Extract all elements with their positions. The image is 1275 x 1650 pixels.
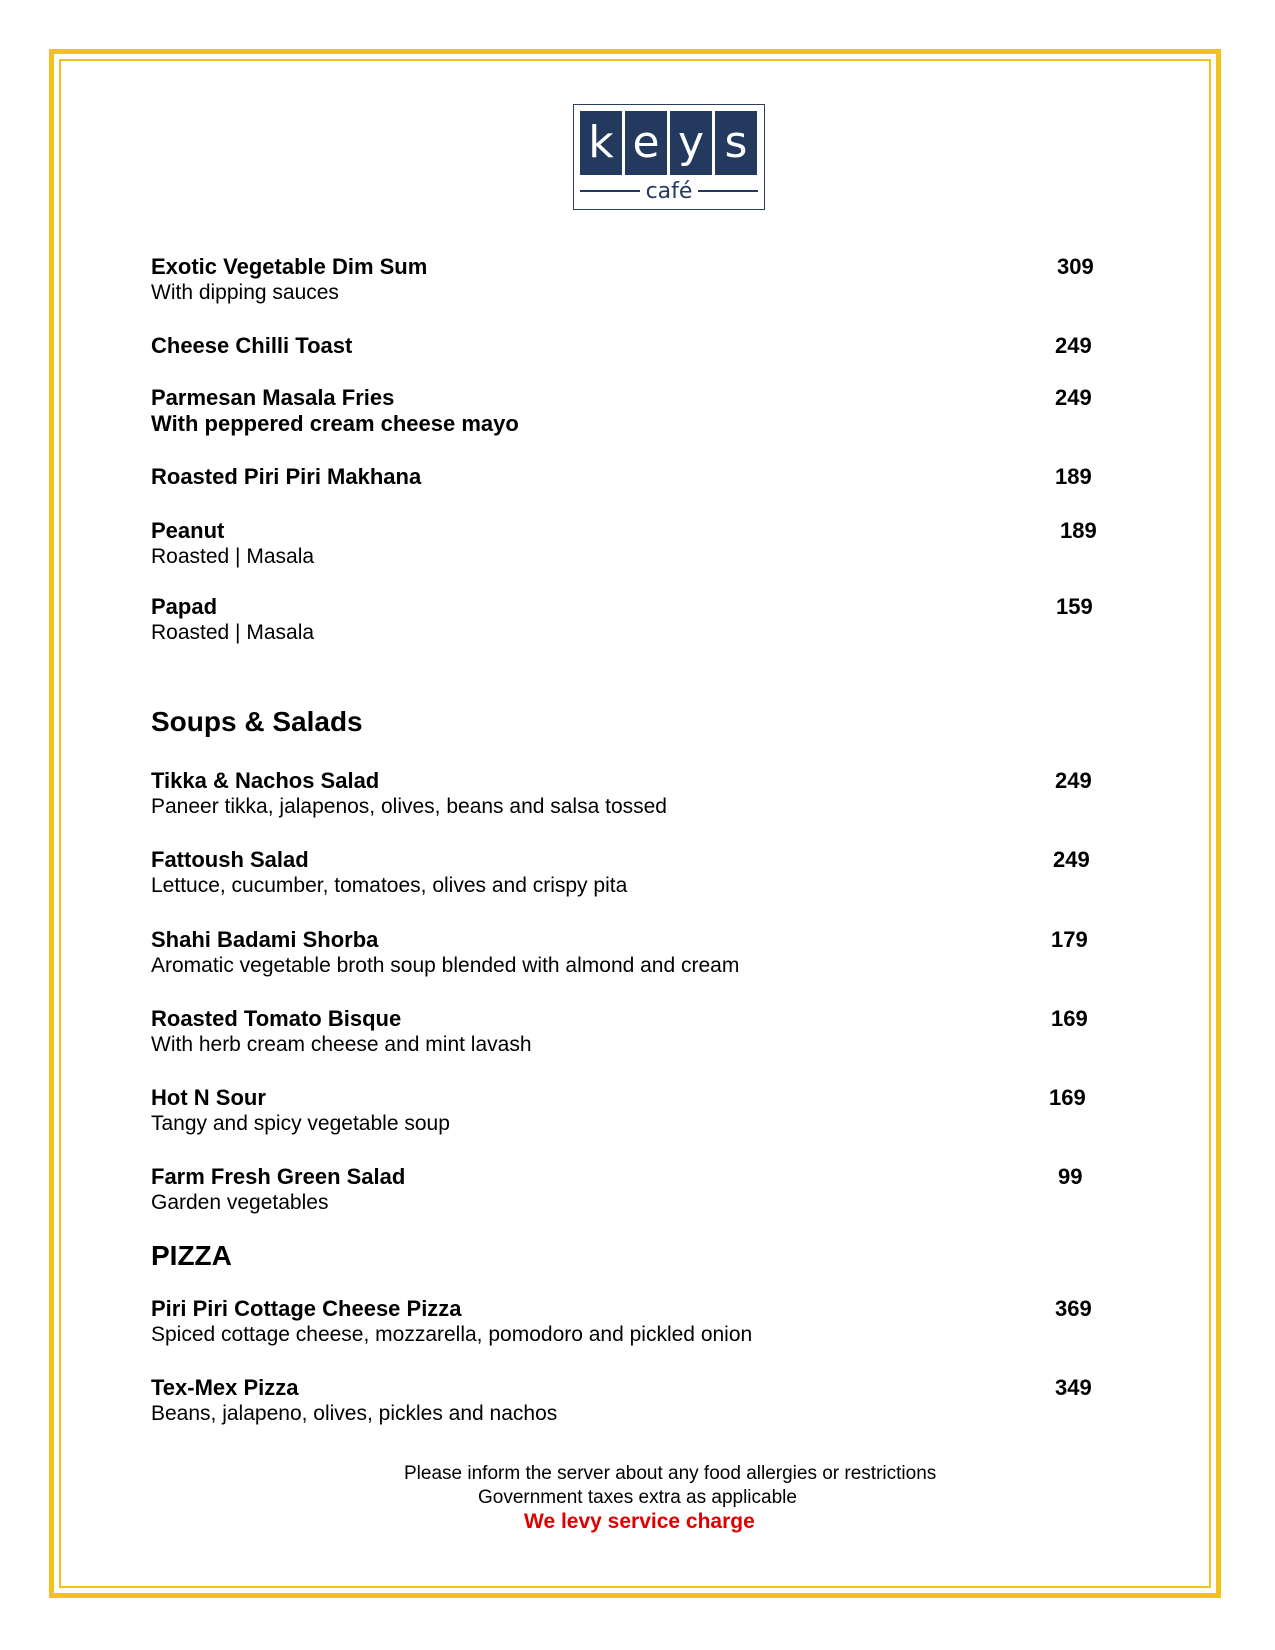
keys-cafe-logo — [573, 104, 765, 210]
logo-letter-s: s — [715, 111, 757, 175]
item-name: Peanut — [151, 518, 225, 543]
item-description: Beans, jalapeno, olives, pickles and nachos — [151, 1402, 558, 1425]
item-price: 369 — [1055, 1296, 1092, 1321]
menu-item-hot-n-sour — [151, 1085, 1091, 1137]
footer-allergy-note: Please inform the server about any food allergies or restrictions — [404, 1463, 937, 1484]
logo-rule-right — [698, 190, 758, 192]
item-description: Spiced cottage cheese, mozzarella, pomodoro and pickled onion — [151, 1323, 753, 1346]
menu-item-green-salad — [151, 1164, 1091, 1216]
item-name: Cheese Chilli Toast — [151, 333, 353, 358]
item-description: Roasted | Masala — [151, 545, 315, 568]
footer-service-charge-note: We levy service charge — [524, 1510, 755, 1533]
item-name: Exotic Vegetable Dim Sum — [151, 254, 428, 279]
logo-letter-e: e — [625, 111, 667, 175]
logo-letter-k: k — [580, 111, 622, 175]
item-name: Hot N Sour — [151, 1085, 266, 1110]
item-description: With dipping sauces — [151, 281, 339, 304]
menu-item-fattoush-salad — [151, 847, 1091, 899]
item-price: 99 — [1058, 1164, 1083, 1189]
menu-item-makhana — [151, 464, 1091, 490]
item-price: 349 — [1055, 1375, 1092, 1400]
item-price: 169 — [1049, 1085, 1086, 1110]
footer-taxes-note: Government taxes extra as applicable — [478, 1487, 797, 1508]
item-name: Parmesan Masala Fries — [151, 385, 395, 410]
logo-subtitle-row — [580, 179, 758, 203]
menu-item-shahi-badami-shorba — [151, 927, 1091, 979]
item-name: Piri Piri Cottage Cheese Pizza — [151, 1296, 462, 1321]
item-description: Aromatic vegetable broth soup blended with almond and cream — [151, 954, 740, 977]
item-price: 189 — [1060, 518, 1097, 543]
section-title-soups-salads: Soups & Salads — [151, 706, 363, 737]
menu-item-tex-mex-pizza — [151, 1375, 1091, 1427]
item-name: Roasted Piri Piri Makhana — [151, 464, 422, 489]
item-description: With peppered cream cheese mayo — [151, 411, 519, 436]
item-price: 249 — [1055, 333, 1092, 358]
menu-item-cheese-chilli-toast — [151, 333, 1091, 359]
menu-item-masala-fries — [151, 385, 1091, 437]
logo-rule-left — [580, 190, 640, 192]
menu-item-tikka-nachos-salad — [151, 768, 1091, 820]
item-description: Roasted | Masala — [151, 621, 315, 644]
logo-letter-y: y — [670, 111, 712, 175]
item-description: Paneer tikka, jalapenos, olives, beans and salsa tossed — [151, 795, 667, 818]
item-name: Fattoush Salad — [151, 847, 309, 872]
item-description: Tangy and spicy vegetable soup — [151, 1112, 450, 1135]
menu-item-dim-sum — [151, 254, 1094, 306]
menu-item-tomato-bisque — [151, 1006, 1091, 1058]
item-description: Lettuce, cucumber, tomatoes, olives and crispy pita — [151, 874, 628, 897]
section-title-pizza: PIZZA — [151, 1240, 232, 1271]
item-name: Papad — [151, 594, 218, 619]
item-name: Shahi Badami Shorba — [151, 927, 379, 952]
item-price: 309 — [1057, 254, 1094, 279]
item-name: Farm Fresh Green Salad — [151, 1164, 406, 1189]
item-description: With herb cream cheese and mint lavash — [151, 1033, 532, 1056]
item-name: Tex-Mex Pizza — [151, 1375, 299, 1400]
item-description: Garden vegetables — [151, 1191, 329, 1214]
item-price: 169 — [1051, 1006, 1088, 1031]
menu-item-papad — [151, 594, 1091, 646]
item-name: Tikka & Nachos Salad — [151, 768, 380, 793]
item-name: Roasted Tomato Bisque — [151, 1006, 402, 1031]
item-price: 159 — [1056, 594, 1093, 619]
menu-item-cottage-cheese-pizza — [151, 1296, 1091, 1348]
item-price: 249 — [1055, 385, 1092, 410]
item-price: 189 — [1055, 464, 1092, 489]
item-price: 249 — [1053, 847, 1090, 872]
logo-letters — [580, 111, 757, 175]
logo-subtitle: café — [645, 178, 693, 204]
item-price: 249 — [1055, 768, 1092, 793]
menu-item-peanut — [151, 518, 1097, 570]
item-price: 179 — [1051, 927, 1088, 952]
